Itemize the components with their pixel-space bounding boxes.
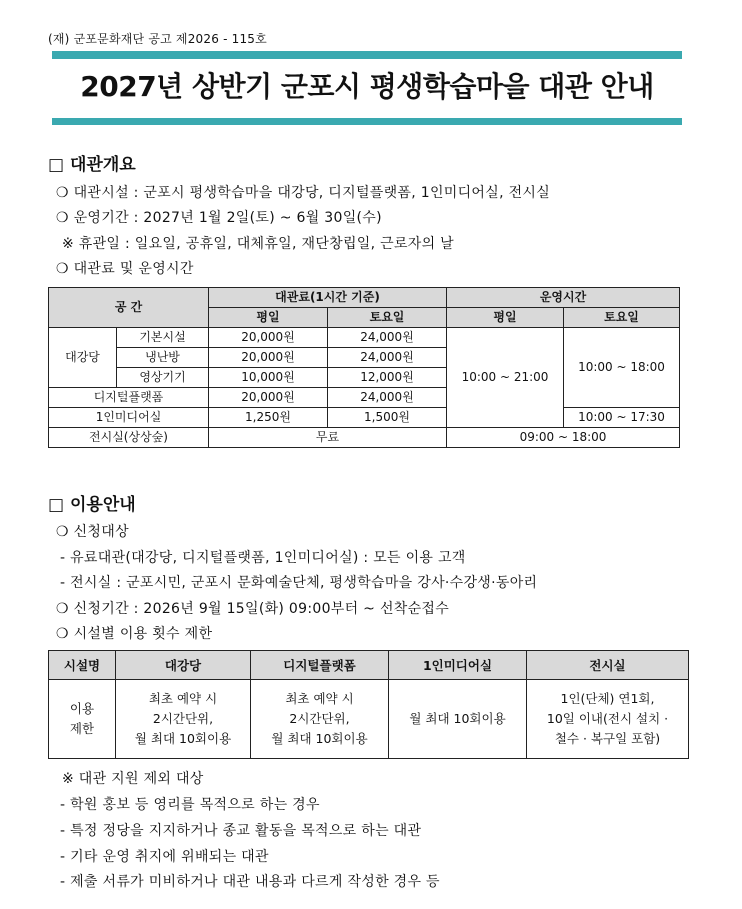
fee-header-space: 공 간 (49, 288, 209, 328)
notice-number: (재) 군포문화재단 공고 제2026 - 115호 (48, 32, 267, 46)
limit-digital-line-1: 최초 예약 시 (285, 691, 354, 706)
usage-paid: - 유료대관(대강당, 디지털플랫폼, 1인미디어실) : 모든 이용 고객 (60, 550, 466, 566)
limit-row-label (49, 680, 116, 759)
hours-saturday: 10:00 ~ 18:00 (564, 328, 680, 408)
hours-exhibit: 09:00 ~ 18:00 (447, 428, 680, 448)
limit-exhibit-line-1: 1인(단체) 연1회, (560, 691, 655, 706)
limit-hall-line-2: 2시간단위, (152, 711, 214, 726)
hours-media-saturday: 10:00 ~ 17:30 (564, 408, 680, 428)
usage-limit: ❍ 시설별 이용 횟수 제한 (56, 626, 213, 642)
fee-ac-saturday: 24,000원 (328, 348, 447, 368)
fee-media-saturday: 1,500원 (328, 408, 447, 428)
exclusion-item: - 기타 운영 취지에 위배되는 대관 (60, 849, 269, 865)
fee-ac-weekday: 20,000원 (209, 348, 328, 368)
limit-digital-line-2: 2시간단위, (289, 711, 350, 726)
fee-table (48, 287, 680, 448)
limit-media: 월 최대 10회이용 (389, 680, 527, 759)
fee-basic-saturday: 24,000원 (328, 328, 447, 348)
limit-exhibit (527, 680, 689, 759)
fee-digital: 디지털플랫폼 (49, 388, 209, 408)
fee-header-fee: 대관료(1시간 기준) (209, 288, 447, 308)
fee-video-weekday: 10,000원 (209, 368, 328, 388)
fee-basic: 기본시설 (117, 328, 209, 348)
overview-heading: □ 대관개요 (48, 155, 136, 175)
fee-header-saturday: 토요일 (328, 308, 447, 328)
overview-period: ❍ 운영기간 : 2027년 1월 2일(토) ~ 6월 30일(수) (56, 210, 382, 226)
limit-table (48, 650, 689, 759)
limit-hall (116, 680, 251, 759)
fee-media-weekday: 1,250원 (209, 408, 328, 428)
limit-exhibit-line-2: 10일 이내(전시 설치 · (546, 711, 669, 726)
fee-exhibit: 전시실(상상숲) (49, 428, 209, 448)
fee-media: 1인미디어실 (49, 408, 209, 428)
usage-apply: ❍ 신청기간 : 2026년 9월 15일(화) 09:00부터 ~ 선착순접수 (56, 601, 450, 617)
limit-header-digital: 디지털플랫폼 (251, 651, 389, 680)
usage-exhibit: - 전시실 : 군포시민, 군포시 문화예술단체, 평생학습마을 강사·수강생·동아리 (60, 575, 538, 591)
fee-digital-weekday: 20,000원 (209, 388, 328, 408)
limit-exhibit-line-3: 철수 · 복구일 포함) (554, 731, 661, 746)
hours-header-saturday: 토요일 (564, 308, 680, 328)
limit-header-hall: 대강당 (116, 651, 251, 680)
limit-hall-line-3: 월 최대 10회이용 (134, 731, 232, 746)
fee-hall: 대강당 (49, 328, 117, 388)
exclusion-item: - 제출 서류가 미비하거나 대관 내용과 다르게 작성한 경우 등 (60, 874, 440, 890)
fee-video-saturday: 12,000원 (328, 368, 447, 388)
title-bar-bottom (52, 118, 682, 125)
page-title: 2027년 상반기 군포시 평생학습마을 대관 안내 (80, 70, 654, 103)
fee-header-weekday: 평일 (209, 308, 328, 328)
exclusion-item: - 특정 정당을 지지하거나 종교 활동을 목적으로 하는 대관 (60, 823, 422, 839)
fee-digital-saturday: 24,000원 (328, 388, 447, 408)
overview-holiday: ※ 휴관일 : 일요일, 공휴일, 대체휴일, 재단창립일, 근로자의 날 (62, 236, 454, 252)
hours-weekday: 10:00 ~ 21:00 (447, 328, 564, 428)
fee-basic-weekday: 20,000원 (209, 328, 328, 348)
exclusion-item: - 학원 홍보 등 영리를 목적으로 하는 경우 (60, 797, 320, 813)
usage-target: ❍ 신청대상 (56, 524, 129, 540)
fee-ac: 냉난방 (117, 348, 209, 368)
limit-header-media: 1인미디어실 (389, 651, 527, 680)
limit-digital (251, 680, 389, 759)
title-bar-top (52, 51, 682, 59)
exclusions-heading: ※ 대관 지원 제외 대상 (62, 771, 204, 787)
fee-video: 영상기기 (117, 368, 209, 388)
limit-hall-line-1: 최초 예약 시 (148, 691, 218, 706)
limit-header-exhibit: 전시실 (527, 651, 689, 680)
overview-facilities: ❍ 대관시설 : 군포시 평생학습마을 대강당, 디지털플랫폼, 1인미디어실, 전시실 (56, 185, 551, 201)
fee-exhibit-fee: 무료 (209, 428, 447, 448)
limit-digital-line-3: 월 최대 10회이용 (271, 731, 368, 746)
limit-row-label-2: 제한 (69, 721, 95, 736)
overview-fee-intro: ❍ 대관료 및 운영시간 (56, 261, 194, 277)
limit-row-label-1: 이용 (69, 701, 95, 716)
usage-heading: □ 이용안내 (48, 495, 136, 515)
limit-header-name: 시설명 (49, 651, 116, 680)
hours-header-weekday: 평일 (447, 308, 564, 328)
fee-header-hours: 운영시간 (447, 288, 680, 308)
